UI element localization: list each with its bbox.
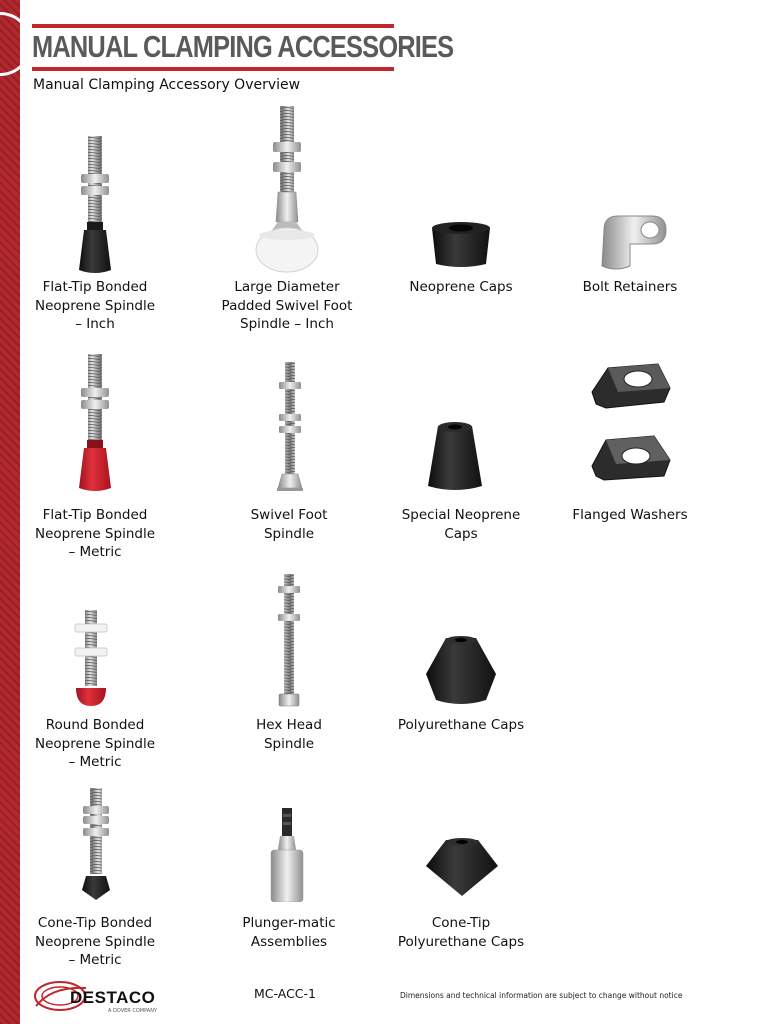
title-top-rule: [32, 24, 394, 28]
page-code: MC-ACC-1: [254, 986, 316, 1001]
item-label-line: – Metric: [68, 952, 122, 968]
item-label-line: Hex Head: [256, 717, 322, 733]
special-neoprene-cap-image: [424, 420, 486, 494]
item-label-line: Flanged Washers: [572, 507, 688, 523]
item-label-line: Neoprene Spindle: [34, 297, 156, 314]
item-label: [214, 506, 364, 543]
item-label-line: Large Diameter: [234, 279, 340, 295]
item-label: [20, 278, 170, 334]
item-label-line: Spindle: [263, 525, 315, 542]
item-label-line: – Metric: [68, 754, 122, 770]
item-label: [212, 278, 362, 334]
polyurethane-cap-image: [424, 634, 498, 708]
neoprene-cap-image: [428, 220, 494, 270]
item-label: [214, 914, 364, 951]
item-label: [386, 914, 536, 951]
cone-tip-spindle-metric-image: [78, 786, 114, 902]
destaco-logo: [32, 978, 172, 1014]
item-label-line: Bolt Retainers: [582, 279, 678, 295]
plunger-matic-assembly-image: [268, 806, 308, 902]
item-label-line: Spindle: [263, 735, 315, 752]
flanged-washer-image: [588, 360, 674, 494]
item-label-line: Plunger-matic: [242, 915, 336, 931]
item-label-line: Padded Swivel Foot: [221, 297, 353, 314]
item-label-line: Round Bonded: [45, 717, 145, 733]
page-subtitle: Manual Clamping Accessory Overview: [33, 77, 301, 93]
item-label: [555, 506, 705, 525]
page-title: MANUAL CLAMPING ACCESSORIES: [32, 29, 454, 64]
item-label: [20, 914, 170, 970]
item-label-line: Polyurethane Caps: [397, 933, 525, 950]
item-label-line: Swivel Foot: [250, 507, 328, 523]
item-label-line: Flat-Tip Bonded: [42, 507, 148, 523]
disclaimer-text: Dimensions and technical information are subject to change without notice: [400, 991, 683, 1000]
item-label: [386, 278, 536, 297]
side-decorative-stripe: [0, 0, 20, 1024]
bolt-retainer-image: [594, 210, 670, 272]
item-label-line: – Metric: [68, 544, 122, 560]
item-label: [386, 716, 536, 735]
item-label-line: – Inch: [75, 316, 115, 332]
logo-tagline: A DOVER COMPANY: [108, 1008, 158, 1014]
item-label-line: Spindle – Inch: [240, 316, 334, 332]
item-label-line: Cone-Tip Bonded: [37, 915, 153, 931]
item-label-line: Neoprene Spindle: [34, 735, 156, 752]
item-label-line: Polyurethane Caps: [397, 717, 525, 733]
item-label-line: Assemblies: [250, 933, 328, 950]
item-label-line: Neoprene Spindle: [34, 933, 156, 950]
item-label: [386, 506, 536, 543]
round-spindle-metric-image: [70, 608, 112, 708]
item-label-line: Special Neoprene Caps: [401, 507, 521, 542]
decorative-circle: [0, 12, 32, 76]
flat-tip-spindle-inch-image: [72, 134, 118, 276]
item-label-line: Neoprene Caps: [409, 279, 513, 295]
flat-tip-spindle-metric-image: [72, 352, 118, 494]
item-label-line: Neoprene Spindle: [34, 525, 156, 542]
swivel-foot-spindle-image: [276, 360, 304, 494]
item-label: [20, 506, 170, 562]
item-label: [20, 716, 170, 772]
item-label-line: Cone-Tip: [431, 915, 491, 931]
item-label: [214, 716, 364, 753]
cone-tip-polyurethane-cap-image: [424, 836, 500, 898]
item-label-line: Flat-Tip Bonded: [42, 279, 148, 295]
logo-text: DESTACO: [70, 988, 156, 1007]
title-bottom-rule: [32, 67, 394, 71]
hex-head-spindle-image: [276, 572, 302, 708]
item-label: [555, 278, 705, 297]
swivel-foot-spindle-inch-image: [254, 104, 320, 276]
